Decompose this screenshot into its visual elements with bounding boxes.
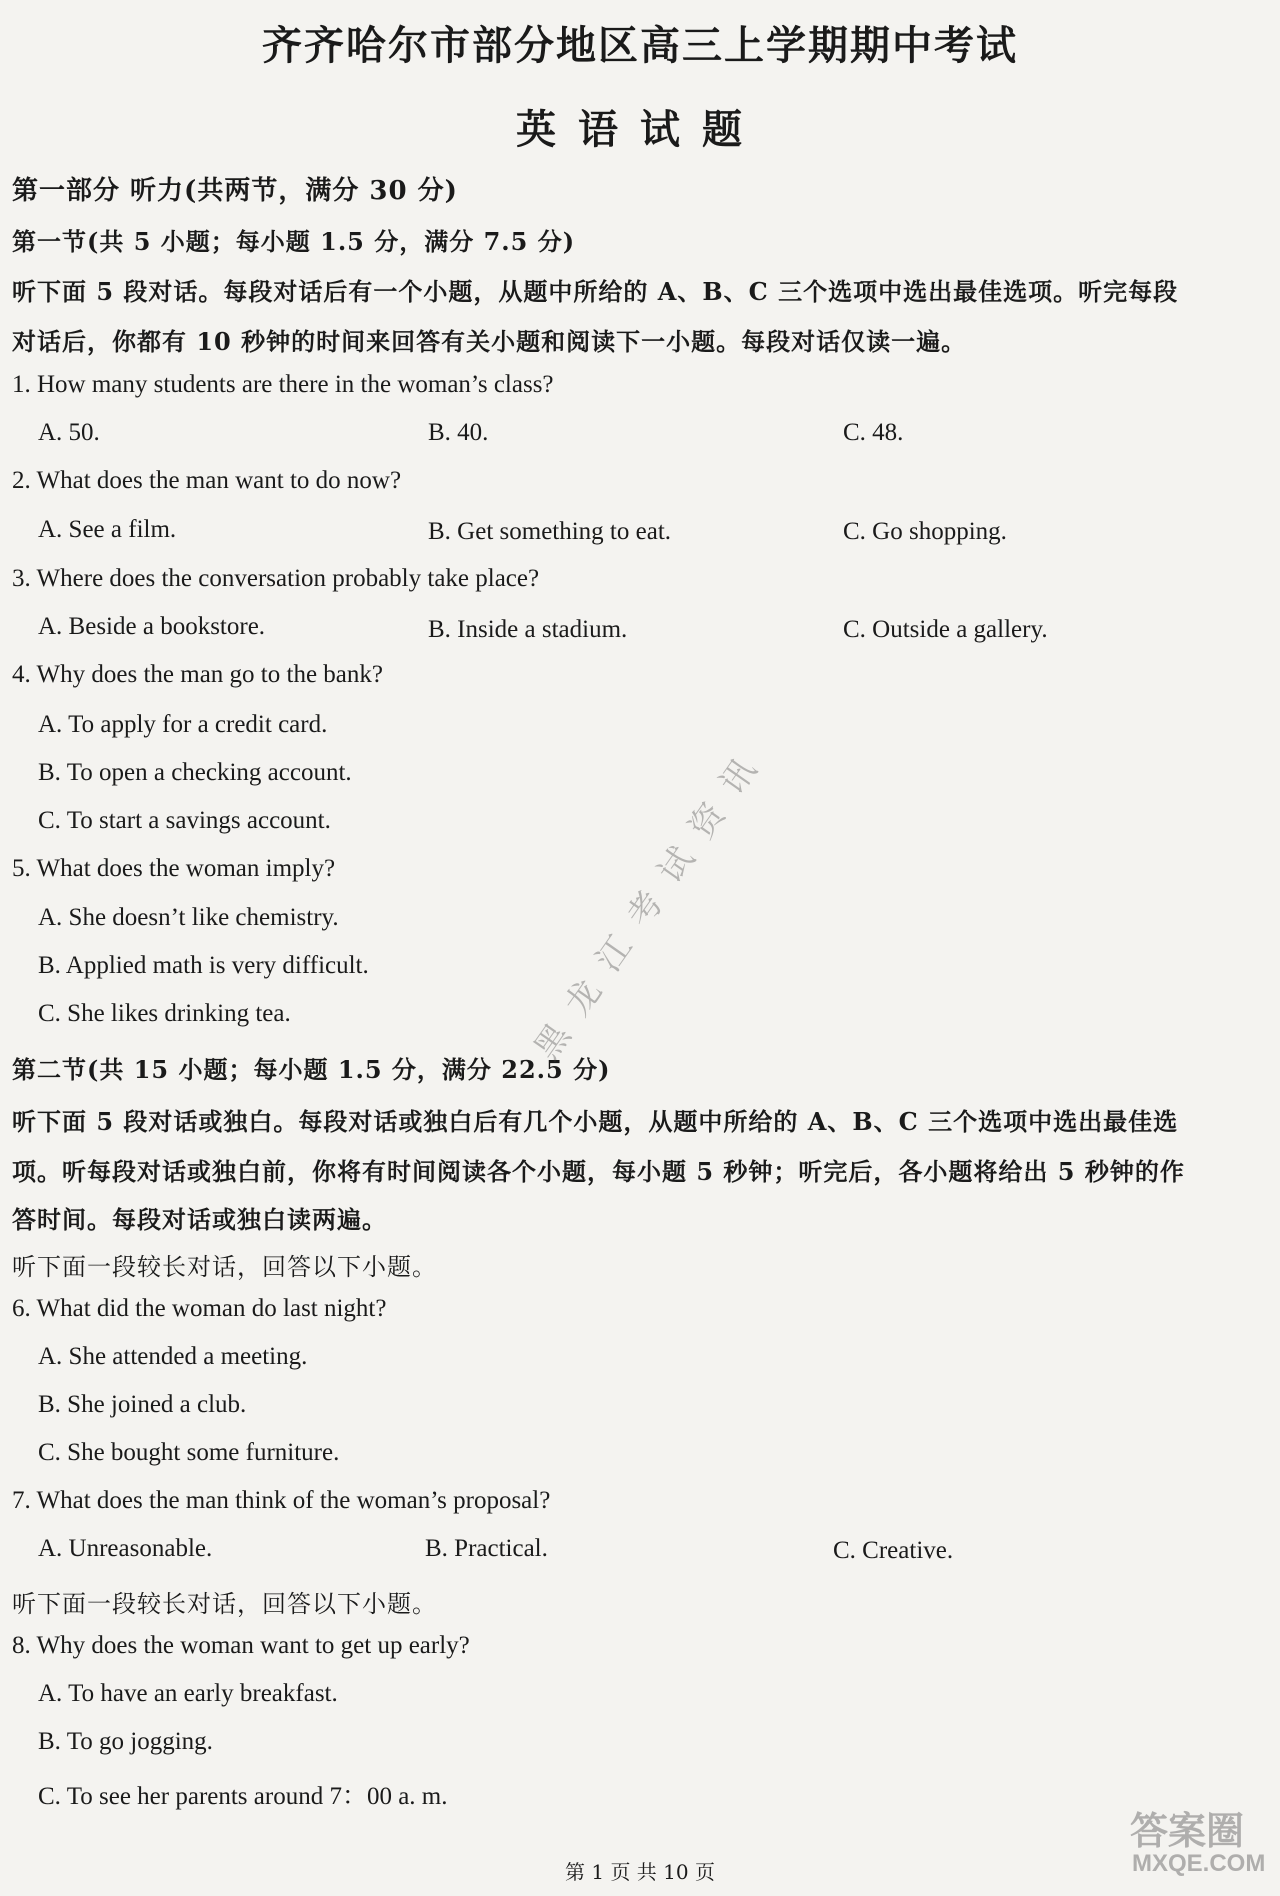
part1-heading: 第一部分 听力(共两节，满分 30 分) (12, 176, 458, 206)
question-3-stem: 3. Where does the conversation probably take place? (12, 565, 540, 592)
diagonal-watermark: 黑龙江考试资讯 (526, 734, 777, 1068)
question-1-option-c: C. 48. (843, 419, 904, 446)
long-dialogue-instruction-2: 听下面一段较长对话，回答以下小题。 (12, 1590, 437, 1618)
question-7-option-c: C. Creative. (833, 1537, 954, 1564)
logo-text: 答案圈 (1130, 1811, 1245, 1853)
section2-instruction-line2: 项。听每段对话或独白前，你将有时间阅读各个小题，每小题 5 秒钟；听完后，各小题将给出 5 秒钟的作 (12, 1157, 1185, 1186)
question-5-option-b: B. Applied math is very difficult. (38, 952, 369, 979)
question-4-stem: 4. Why does the man go to the bank? (12, 661, 383, 688)
question-1-stem: 1. How many students are there in the woman’s class? (12, 371, 554, 398)
question-2-stem: 2. What does the man want to do now? (12, 467, 402, 494)
question-3-option-c: C. Outside a gallery. (843, 616, 1048, 643)
question-7-option-b: B. Practical. (425, 1535, 548, 1562)
section2-instruction-line3: 答时间。每段对话或独白读两遍。 (12, 1205, 387, 1234)
question-5-option-a: A. She doesn’t like chemistry. (38, 904, 339, 931)
question-5-option-c: C. She likes drinking tea. (38, 1000, 291, 1027)
section2-instruction-line1: 听下面 5 段对话或独白。每段对话或独白后有几个小题，从题中所给的 A、B、C 三个选项中选出最佳选 (12, 1107, 1179, 1136)
question-6-option-a: A. She attended a meeting. (38, 1343, 308, 1370)
question-6-option-c: C. She bought some furniture. (38, 1439, 340, 1466)
question-7-stem: 7. What does the man think of the woman’s proposal? (12, 1487, 551, 1514)
question-6-option-b: B. She joined a club. (38, 1391, 247, 1418)
question-4-option-b: B. To open a checking account. (38, 759, 352, 786)
question-4-option-c: C. To start a savings account. (38, 807, 331, 834)
question-1-option-a: A. 50. (38, 419, 100, 446)
section2-heading: 第二节(共 15 小题；每小题 1.5 分，满分 22.5 分) (12, 1055, 611, 1084)
subject-title: 英语试题 (516, 106, 764, 153)
section1-instruction-line2: 对话后，你都有 10 秒钟的时间来回答有关小题和阅读下一小题。每段对话仅读一遍。 (12, 327, 967, 356)
page-footer: 第 1 页 共 10 页 (565, 1860, 715, 1884)
question-3-option-b: B. Inside a stadium. (428, 616, 628, 643)
site-logo (1130, 1800, 1270, 1890)
question-2-option-a: A. See a film. (38, 516, 177, 543)
question-4-option-a: A. To apply for a credit card. (38, 711, 328, 738)
question-6-stem: 6. What did the woman do last night? (12, 1295, 387, 1322)
question-8-option-b: B. To go jogging. (38, 1728, 213, 1755)
section1-instruction-line1: 听下面 5 段对话。每段对话后有一个小题，从题中所给的 A、B、C 三个选项中选出最佳选项。听完每段 (12, 277, 1179, 306)
question-8-stem: 8. Why does the woman want to get up early? (12, 1632, 470, 1659)
question-7-option-a: A. Unreasonable. (38, 1535, 213, 1562)
section1-heading: 第一节(共 5 小题；每小题 1.5 分，满分 7.5 分) (12, 227, 576, 256)
logo-domain: MXQE.COM (1132, 1850, 1266, 1877)
question-8-option-c: C. To see her parents around 7：00 a. m. (38, 1783, 448, 1810)
question-1-option-b: B. 40. (428, 419, 489, 446)
question-2-option-c: C. Go shopping. (843, 518, 1007, 545)
question-5-stem: 5. What does the woman imply? (12, 855, 336, 882)
question-3-option-a: A. Beside a bookstore. (38, 613, 266, 640)
question-2-option-b: B. Get something to eat. (428, 518, 672, 545)
exam-title: 齐齐哈尔市部分地区高三上学期期中考试 (262, 22, 1018, 69)
question-8-option-a: A. To have an early breakfast. (38, 1680, 338, 1707)
long-dialogue-instruction-1: 听下面一段较长对话，回答以下小题。 (12, 1253, 437, 1281)
